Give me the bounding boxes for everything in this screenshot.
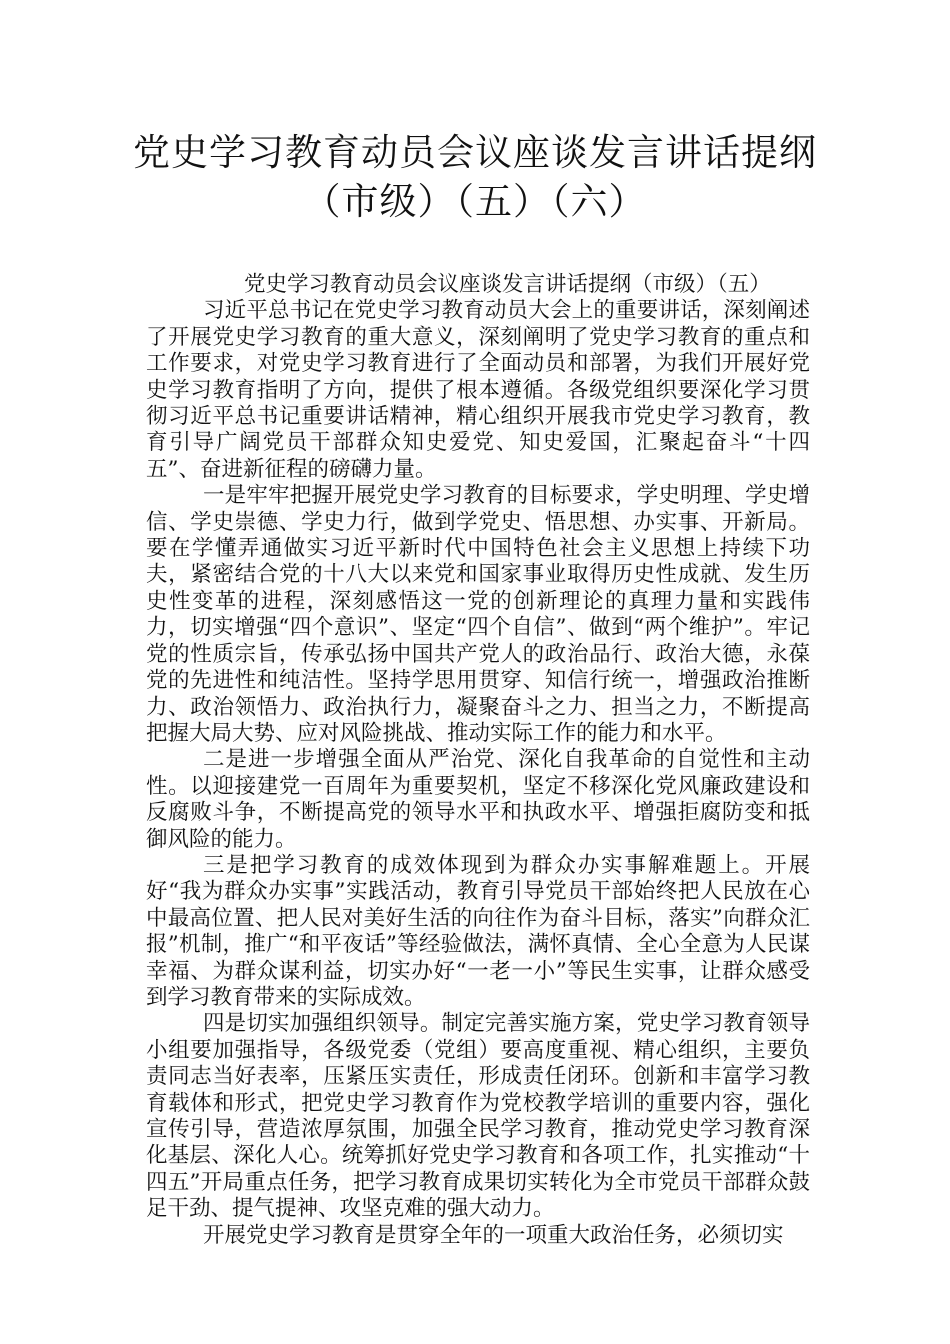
paragraph-point-1: 一是牢牢把握开展党史学习教育的目标要求，学史明理、学史增信、学史崇德、学史力行，做到学党史、悟思想、办实事、开新局。要在学懂弄通做实习近平新时代中国特色社会主义思想上持续下功夫，紧密结合党的十八大以来党和国家事业取得历史性成就、发生历史性变革的进程，深刻感悟这一党的创新理论的真理力量和实践伟力，切实增强“四个意识”、坚定“四个自信”、做到“两个维护”。牢记党的性质宗旨，传承弘扬中国共产党人的政治品行、政治大德，永葆党的先进性和纯洁性。坚持学思用贯穿、知信行统一，增强政治推断力、政治领悟力、政治执行力，凝聚奋斗之力、担当之力，不断提高把握大局大势、应对风险挑战、推动实际工作的能力和水平。: [146, 483, 810, 746]
document-title-line-2: （市级）（五）（六）: [303, 180, 647, 223]
paragraph-point-4: 四是切实加强组织领导。制定完善实施方案，党史学习教育领导小组要加强指导，各级党委（党组）要高度重视、精心组织，主要负责同志当好表率，压紧压实责任，形成责任闭环。创新和丰富学习教育载体和形式，把党史学习教育作为党校教学培训的重要内容，强化宣传引导，营造浓厚氛围，加强全民学习教育，推动党史学习教育深化基层、深化人心。统筹抓好党史学习教育和各项工作，扎实推动“十四五”开局重点任务，把学习教育成果切实转化为全市党员干部群众鼓足干劲、提气提神、攻坚克难的强大动力。: [146, 1011, 810, 1222]
paragraph-closing: 开展党史学习教育是贯穿全年的一项重大政治任务，必须切实: [203, 1222, 784, 1248]
document-title-line-1: 党史学习教育动员会议座谈发言讲话提纲: [133, 131, 817, 174]
paragraph-intro: 习近平总书记在党史学习教育动员大会上的重要讲话，深刻阐述了开展党史学习教育的重大意义，深刻阐明了党史学习教育的重点和工作要求，对党史学习教育进行了全面动员和部署，为我们开展好党史学习教育指明了方向，提供了根本遵循。各级党组织要深化学习贯彻习近平总书记重要讲话精神，精心组织开展我市党史学习教育，教育引导广阔党员干部群众知史爱党、知史爱国，汇聚起奋斗“十四五”、奋进新征程的磅礴力量。: [146, 298, 810, 482]
document-body: [146, 272, 810, 1249]
paragraph-point-3: 三是把学习教育的成效体现到为群众办实事解难题上。开展好“我为群众办实事”实践活动，教育引导党员干部始终把人民放在心中最高位置、把人民对美好生活的向往作为奋斗目标，落实”向群众汇报”机制，推广“和平夜话”等经验做法，满怀真情、全心全意为人民谋幸福、为群众谋利益，切实办好“一老一小”等民生实事，让群众感受到学习教育带来的实际成效。: [146, 852, 810, 1010]
paragraph-point-2: 二是进一步增强全面从严治党、深化自我革命的自觉性和主动性。以迎接建党一百周年为重要契机，坚定不移深化党风廉政建设和反腐败斗争，不断提高党的领导水平和执政水平、增强拒腐防变和抵御风险的能力。: [146, 747, 810, 852]
section-subtitle: 党史学习教育动员会议座谈发言讲话提纲（市级）（五）: [244, 272, 771, 297]
